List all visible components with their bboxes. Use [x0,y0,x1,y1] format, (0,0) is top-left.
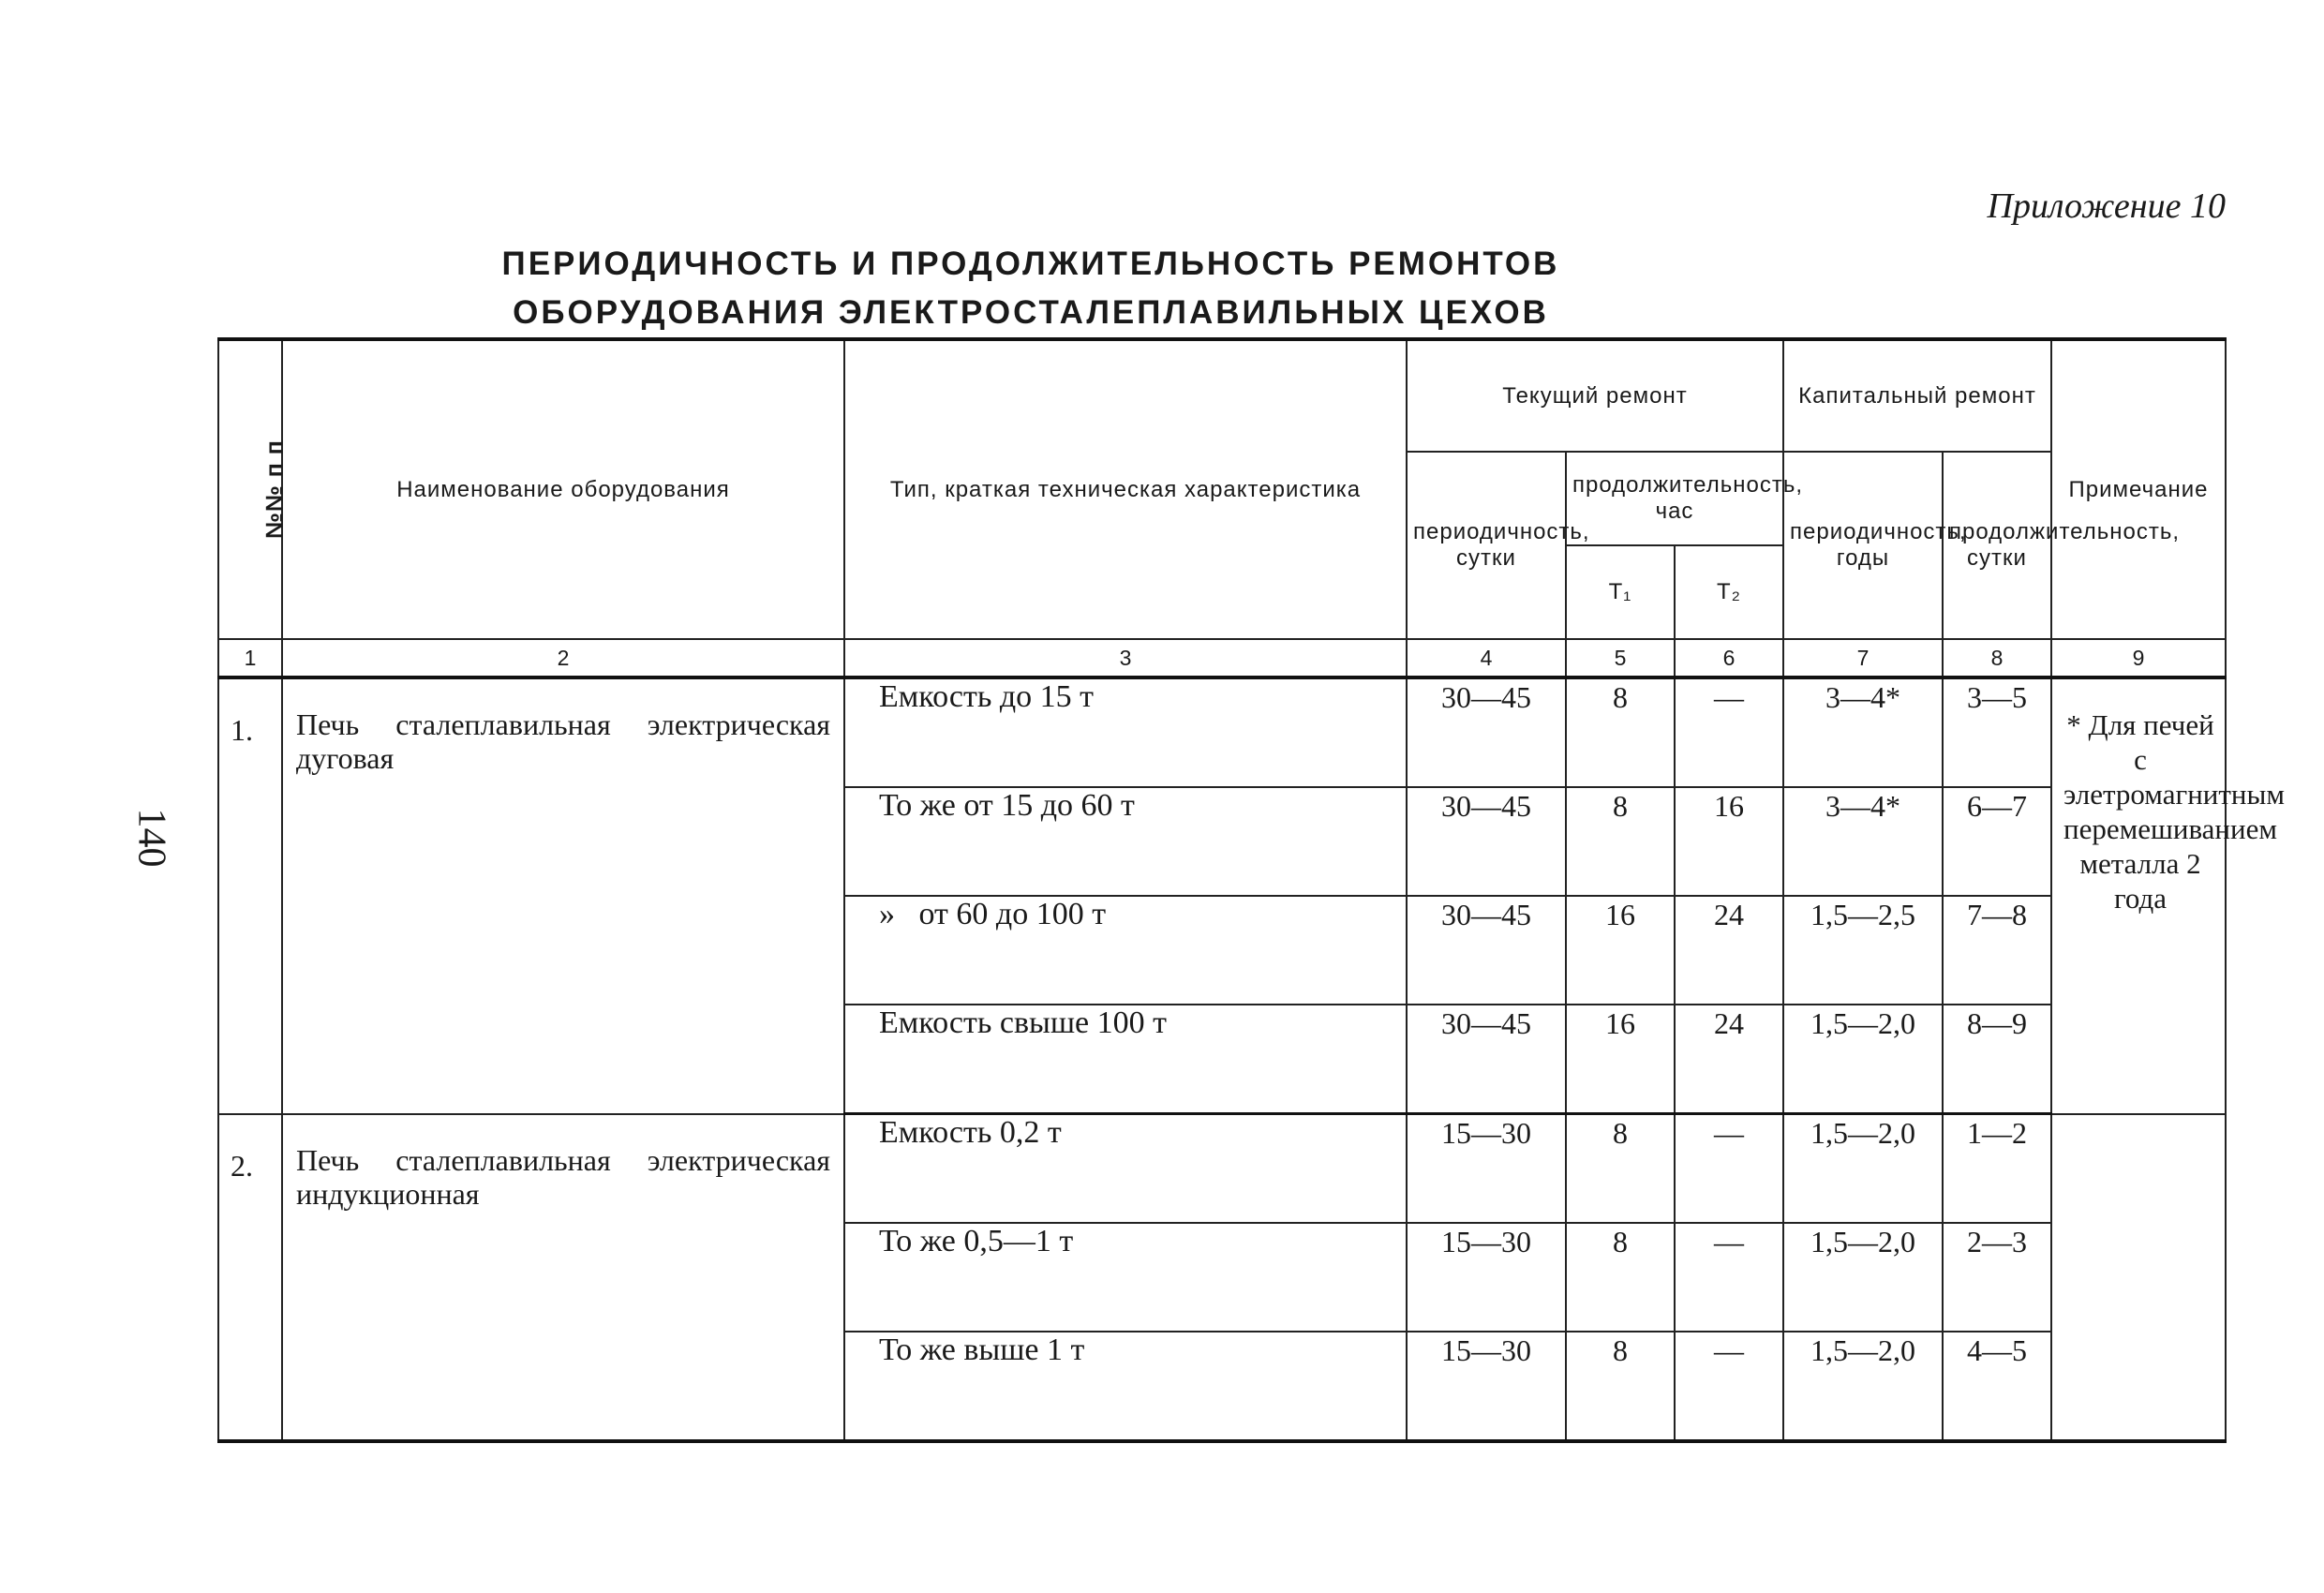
cur-period: 30—45 [1407,677,1566,787]
cur-t1: 8 [1566,1223,1675,1332]
header-note: Примечание [2051,339,2226,639]
cur-t1: 16 [1566,896,1675,1005]
header-t1: Т₁ [1566,545,1675,639]
cur-period: 15—30 [1407,1114,1566,1224]
cur-t2: — [1675,1332,1783,1441]
cur-t2: 24 [1675,1005,1783,1114]
equipment-type: Емкость свыше 100 т [844,1005,1407,1114]
colnum: 1 [218,639,282,677]
colnum: 4 [1407,639,1566,677]
equipment-type: То же выше 1 т [844,1332,1407,1441]
repair-schedule-table [217,337,2285,1443]
colnum: 6 [1675,639,1783,677]
cap-period: 1,5—2,0 [1783,1114,1943,1224]
equipment-type: Емкость 0,2 т [844,1114,1407,1224]
equipment-type: То же 0,5—1 т [844,1223,1407,1332]
note-cell [2051,1114,2226,1442]
note-cell: * Для печей с элетромагнитным перемешиванием металла 2 года [2051,677,2226,1114]
equipment-type: » от 60 до 100 т [844,896,1407,1005]
cur-t2: 16 [1675,787,1783,896]
cap-period: 3—4* [1783,677,1943,787]
colnum: 3 [844,639,1407,677]
title-line-2: ОБОРУДОВАНИЯ ЭЛЕКТРОСТАЛЕПЛАВИЛЬНЫХ ЦЕХОВ [513,294,1549,331]
cap-period: 1,5—2,5 [1783,896,1943,1005]
header-current-repair: Текущий ремонт [1407,339,1783,452]
cur-t1: 8 [1566,787,1675,896]
cap-duration: 6—7 [1943,787,2051,896]
equipment-name: Печь сталеплавильная электрическая дуговая [282,677,844,1114]
cap-period: 1,5—2,0 [1783,1223,1943,1332]
colnum: 5 [1566,639,1675,677]
cap-period: 1,5—2,0 [1783,1005,1943,1114]
title-line-1: ПЕРИОДИЧНОСТЬ И ПРОДОЛЖИТЕЛЬНОСТЬ РЕМОНТОВ [501,246,1560,282]
table-row [218,677,2226,787]
row-number: 1. [218,677,282,1114]
cur-t1: 16 [1566,1005,1675,1114]
cap-duration: 1—2 [1943,1114,2051,1224]
cur-t1: 8 [1566,1332,1675,1441]
colnum: 7 [1783,639,1943,677]
header-type: Тип, краткая техническая характеристика [844,339,1407,639]
cap-duration: 2—3 [1943,1223,2051,1332]
cur-t2: — [1675,677,1783,787]
header-capital-repair: Капитальный ремонт [1783,339,2051,452]
column-numbers-row [218,639,2226,677]
equipment-type: То же от 15 до 60 т [844,787,1407,896]
header-cur-period: периодичность, сутки [1407,452,1566,639]
colnum: 8 [1943,639,2051,677]
cur-t1: 8 [1566,1114,1675,1224]
cur-period: 15—30 [1407,1223,1566,1332]
cur-t1: 8 [1566,677,1675,787]
appendix-label: Приложение 10 [1987,186,2226,226]
cap-duration: 7—8 [1943,896,2051,1005]
cur-period: 30—45 [1407,1005,1566,1114]
equipment-name: Печь сталеплавильная электрическая индукционная [282,1114,844,1442]
page-title [0,240,2193,337]
header-cap-period: периодичность, годы [1783,452,1943,639]
cap-duration: 4—5 [1943,1332,2051,1441]
header-no: №№ п п [218,339,282,639]
colnum: 9 [2051,639,2226,677]
cur-t2: 24 [1675,896,1783,1005]
table-row [218,1114,2226,1224]
colnum: 2 [282,639,844,677]
cur-t2: — [1675,1114,1783,1224]
cur-period: 15—30 [1407,1332,1566,1441]
cap-duration: 3—5 [1943,677,2051,787]
page-number: 140 [129,808,173,868]
cur-period: 30—45 [1407,896,1566,1005]
header-t2: Т₂ [1675,545,1783,639]
cap-period: 3—4* [1783,787,1943,896]
cap-period: 1,5—2,0 [1783,1332,1943,1441]
header-name: Наименование оборудования [282,339,844,639]
cur-period: 30—45 [1407,787,1566,896]
header-cap-duration: продолжительность, сутки [1943,452,2051,639]
cur-t2: — [1675,1223,1783,1332]
equipment-type: Емкость до 15 т [844,677,1407,787]
header-cur-duration: продолжительность, час [1566,452,1783,545]
cap-duration: 8—9 [1943,1005,2051,1114]
row-number: 2. [218,1114,282,1442]
